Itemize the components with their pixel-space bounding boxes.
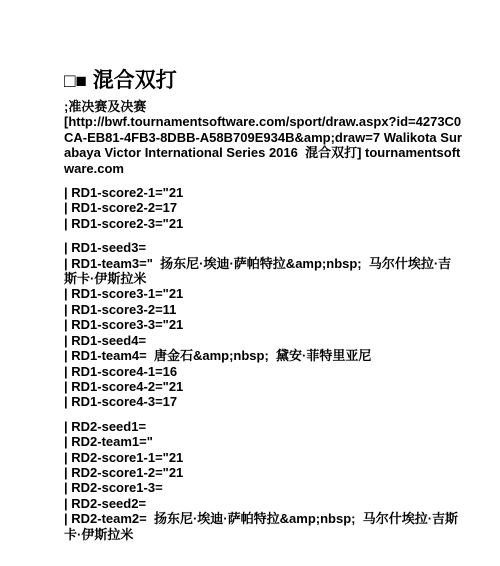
rd1-seed3-group — [64, 240, 464, 409]
text-line: | RD1-team4= 唐金石&amp;nbsp; 黛安·菲特里亚尼 — [64, 348, 372, 364]
text-line: | RD1-score2-1="21 — [64, 185, 184, 201]
text-line: | RD1-score4-3=17 — [64, 394, 178, 410]
text-line: | RD2-score1-2="21 — [64, 464, 184, 480]
rd1-score2-group — [64, 185, 464, 231]
rd2-group — [64, 419, 464, 542]
document-page — [64, 66, 464, 542]
section-heading — [64, 66, 464, 97]
intro-block — [64, 99, 464, 176]
text-line: | RD1-team3=" 扬东尼·埃迪·萨帕特拉&amp;nbsp; 马尔什埃拉·吉斯卡·伊斯拉米 — [64, 255, 452, 287]
text-line: | RD1-score4-2="21 — [64, 378, 184, 394]
text-line: | RD2-score1-3= — [64, 480, 163, 496]
heading-text: 混合双打 — [92, 69, 177, 92]
text-line: | RD1-score3-2=11 — [64, 301, 177, 317]
text-line: | RD1-score4-1=16 — [64, 363, 178, 379]
text-line: | RD2-team1=" — [64, 434, 153, 450]
text-line: | RD2-seed1= — [64, 418, 147, 434]
bullet-glyph-icon: □■ — [64, 71, 87, 92]
text-line: | RD1-seed4= — [64, 332, 147, 348]
text-line: | RD2-score1-1="21 — [64, 449, 184, 465]
text-line: | RD2-team2= 扬东尼·埃迪·萨帕特拉&amp;nbsp; 马尔什埃拉·吉斯卡·伊斯拉米 — [64, 511, 459, 542]
text-line: | RD2-seed2= — [64, 495, 147, 511]
text-line: | RD1-score3-3="21 — [64, 317, 184, 333]
source-link-line: [http://bwf.tournamentsoftware.com/sport/draw.aspx?id=4273C0CA-EB81-4FB3-8DBB-A58B709E934B&amp;draw=7 Walikota Surabaya Victor International Series 2016 混合双打] tournamentsoftware.com — [64, 114, 462, 176]
text-line: | RD1-score3-1="21 — [64, 286, 184, 302]
intro-line: ;准决赛及决赛 — [64, 99, 147, 114]
text-line: | RD1-score2-2=17 — [64, 200, 178, 216]
spacer — [64, 231, 464, 240]
spacer — [64, 176, 464, 185]
spacer — [64, 410, 464, 419]
text-line: | RD1-score2-3="21 — [64, 215, 184, 231]
text-line: | RD1-seed3= — [64, 240, 147, 256]
